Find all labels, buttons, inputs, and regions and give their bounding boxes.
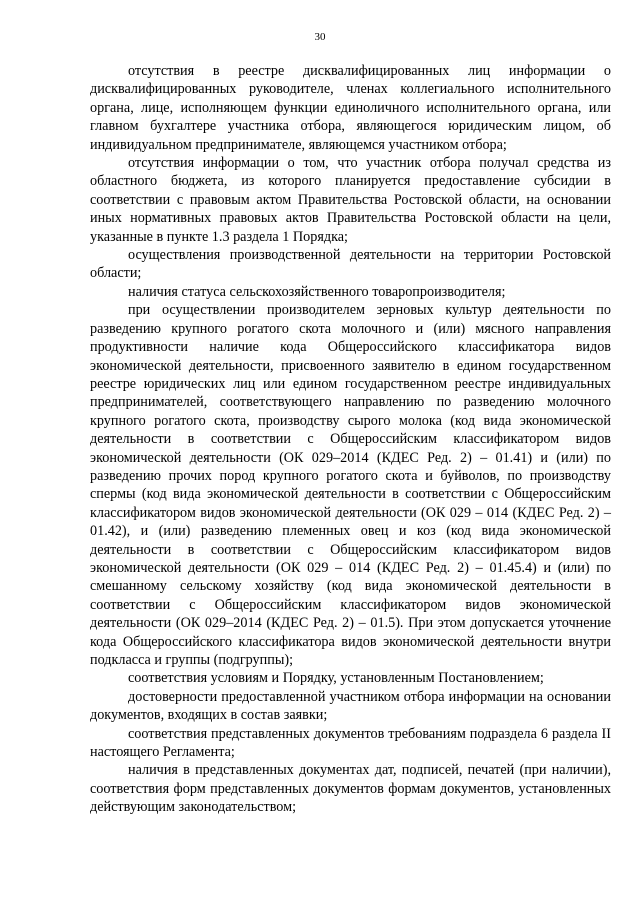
paragraph-okved-codes: при осуществлении производителем зерновых культур деятельности по разведению крупного рогатого скота молочного и (или) мясного направления продуктивности наличие кода Общероссийского классификатора видов экономической деятельности, присвоенного заявителю в едином государственном реестре юридических лиц или едином государственном реестре индивидуальных предпринимателей, соответствующего направлению по разведению молочного крупного рогатого скота, производству сырого молока (код вида экономической деятельности в соответствии с Общероссийским классификатором видов экономической деятельности (ОК 029–2014 (КДЕС Ред. 2) – 01.41) и (или) по разведению прочих пород крупного рогатого скота и буйволов, по производству спермы (код вида экономической деятельности в соответствии с Общероссийским классификатором видов экономической деятельности (ОК 029 – 014 (КДЕС Ред. 2) – 01.42), и (или) разведению племенных овец и коз (код вида экономической деятельности в соответствии с Общероссийским классификатором видов экономической деятельности (ОК 029 – 014 (КДЕС Ред. 2) – 01.45.4) и (или) по смешанному сельскому хозяйству (код вида экономической деятельности в соответствии с Общероссийским классификатором видов экономической деятельности (ОК 029–2014 (КДЕС Ред. 2) – 01.5). При этом допускается уточнение кода Общероссийского классификатора видов экономической деятельности внутри подкласса и группы (подгруппы); — [90, 302, 611, 668]
paragraph-production-territory: осуществления производственной деятельности на территории Ростовской области; — [90, 247, 611, 282]
page-number: 30 — [314, 31, 326, 43]
paragraph-disqualified-registry: отсутствия в реестре дисквалифицированных лиц информации о дисквалифицированных руководителе, членах коллегиального исполнительного органа, лице, исполняющем функции единоличного исполнительного органа, или главном бухгалтере участника отбора, являющегося юридическим лицом, об индивидуальном предпринимателе, являющемся участником отбора; — [90, 63, 611, 153]
paragraph-information-accuracy: достоверности предоставленной участником отбора информации на основании документов, входящих в состав заявки; — [90, 688, 611, 724]
paragraph-regional-budget: отсутствия информации о том, что участник отбора получал средства из областного бюджета, из которого планируется предоставление субсидии в соответствии с правовым актом Правительства Ростовской области, на основании иных нормативных правовых актов Правительства Ростовской области на цели, указанные в пункте 1.3 раздела 1 Порядка; — [90, 155, 611, 245]
paragraph-dates-signatures: наличия в представленных документах дат, подписей, печатей (при наличии), соответствия форм представленных документов формам документов, установленных действующим законодательством; — [90, 762, 611, 816]
document-body — [90, 62, 611, 817]
paragraph-conditions-compliance: соответствия условиям и Порядку, установленным Постановлением; — [128, 670, 544, 687]
paragraph-agri-producer-status: наличия статуса сельскохозяйственного товаропроизводителя; — [128, 283, 506, 300]
paragraph-document-requirements: соответствия представленных документов требованиям подраздела 6 раздела II настоящего Регламента; — [90, 725, 611, 761]
